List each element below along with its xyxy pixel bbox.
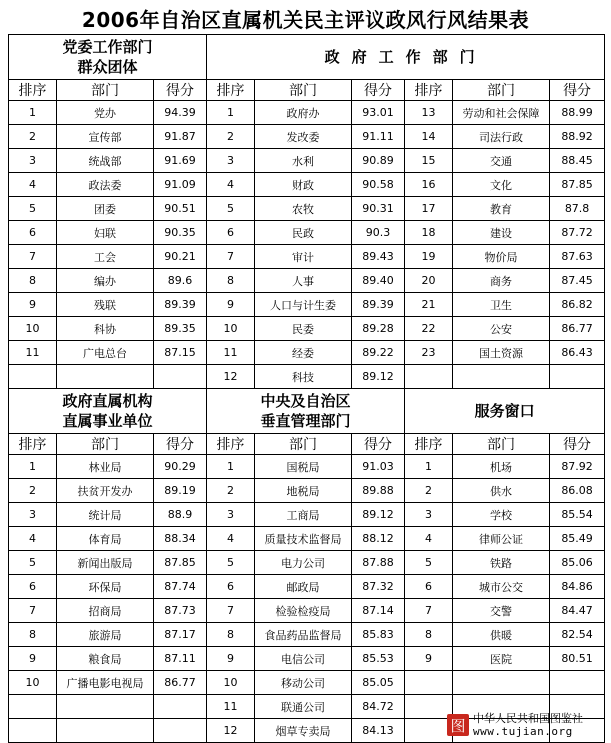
rank-cell: 4 xyxy=(207,173,255,197)
rank-cell: 2 xyxy=(405,479,453,503)
section-title-central: 中央及自治区 垂直管理部门 xyxy=(207,389,405,434)
rank-cell: 17 xyxy=(405,197,453,221)
score-cell: 87.85 xyxy=(550,173,605,197)
rank-cell: 4 xyxy=(207,527,255,551)
header-rank: 排序 xyxy=(207,434,255,455)
dept-cell xyxy=(453,671,550,695)
dept-cell: 电力公司 xyxy=(255,551,352,575)
dept-cell: 粮食局 xyxy=(57,647,154,671)
rank-cell xyxy=(9,719,57,743)
score-cell: 88.92 xyxy=(550,125,605,149)
rank-cell: 6 xyxy=(9,221,57,245)
dept-cell: 宣传部 xyxy=(57,125,154,149)
dept-cell: 机场 xyxy=(453,455,550,479)
score-cell: 90.21 xyxy=(154,245,207,269)
dept-cell: 地税局 xyxy=(255,479,352,503)
rank-cell: 9 xyxy=(207,293,255,317)
score-cell xyxy=(550,365,605,389)
watermark-url: www.tujian.org xyxy=(473,725,573,738)
table-row xyxy=(9,623,605,647)
header-row xyxy=(9,434,605,455)
dept-cell: 邮政局 xyxy=(255,575,352,599)
score-cell: 84.86 xyxy=(550,575,605,599)
rank-cell: 1 xyxy=(9,101,57,125)
dept-cell: 人口与计生委 xyxy=(255,293,352,317)
score-cell: 84.72 xyxy=(352,695,405,719)
section-title-direct: 政府直属机构 直属事业单位 xyxy=(9,389,207,434)
score-cell xyxy=(154,695,207,719)
score-cell: 86.82 xyxy=(550,293,605,317)
rank-cell: 1 xyxy=(207,101,255,125)
dept-cell: 环保局 xyxy=(57,575,154,599)
score-cell: 89.19 xyxy=(154,479,207,503)
dept-cell: 科技 xyxy=(255,365,352,389)
rank-cell: 1 xyxy=(405,455,453,479)
table-row xyxy=(9,101,605,125)
score-cell: 90.3 xyxy=(352,221,405,245)
score-cell: 85.49 xyxy=(550,527,605,551)
rank-cell: 23 xyxy=(405,341,453,365)
score-cell: 89.12 xyxy=(352,503,405,527)
rank-cell: 5 xyxy=(207,197,255,221)
score-cell: 82.54 xyxy=(550,623,605,647)
dept-cell: 林业局 xyxy=(57,455,154,479)
score-cell: 91.69 xyxy=(154,149,207,173)
rank-cell: 6 xyxy=(207,221,255,245)
dept-cell: 律师公证 xyxy=(453,527,550,551)
dept-cell: 烟草专卖局 xyxy=(255,719,352,743)
table-row xyxy=(9,341,605,365)
dept-cell: 公安 xyxy=(453,317,550,341)
rank-cell: 1 xyxy=(9,455,57,479)
table-row xyxy=(9,245,605,269)
rank-cell: 9 xyxy=(207,647,255,671)
score-cell: 85.53 xyxy=(352,647,405,671)
score-cell: 87.63 xyxy=(550,245,605,269)
dept-cell: 商务 xyxy=(453,269,550,293)
header-dept: 部门 xyxy=(255,434,352,455)
table-row xyxy=(9,647,605,671)
rank-cell: 22 xyxy=(405,317,453,341)
dept-cell: 国土资源 xyxy=(453,341,550,365)
header-score: 得分 xyxy=(154,80,207,101)
section-title-party: 党委工作部门 群众团体 xyxy=(9,35,207,80)
dept-cell: 妇联 xyxy=(57,221,154,245)
table-row xyxy=(9,173,605,197)
header-score: 得分 xyxy=(352,80,405,101)
score-cell: 87.92 xyxy=(550,455,605,479)
header-score: 得分 xyxy=(352,434,405,455)
score-cell xyxy=(550,671,605,695)
watermark-name: 中华人民共和国图鉴社 xyxy=(473,712,583,725)
dept-cell: 经委 xyxy=(255,341,352,365)
rank-cell: 9 xyxy=(405,647,453,671)
dept-cell: 联通公司 xyxy=(255,695,352,719)
rank-cell: 3 xyxy=(207,149,255,173)
dept-cell: 城市公交 xyxy=(453,575,550,599)
table-row xyxy=(9,221,605,245)
table-row xyxy=(9,293,605,317)
table-row xyxy=(9,125,605,149)
score-cell: 90.51 xyxy=(154,197,207,221)
score-cell: 91.03 xyxy=(352,455,405,479)
rank-cell: 2 xyxy=(207,125,255,149)
dept-cell: 招商局 xyxy=(57,599,154,623)
dept-cell: 审计 xyxy=(255,245,352,269)
header-score: 得分 xyxy=(154,434,207,455)
score-cell: 89.22 xyxy=(352,341,405,365)
score-cell: 87.74 xyxy=(154,575,207,599)
score-cell: 90.31 xyxy=(352,197,405,221)
watermark-logo-icon: 图 xyxy=(447,714,469,736)
dept-cell: 教育 xyxy=(453,197,550,221)
score-cell: 87.32 xyxy=(352,575,405,599)
rank-cell xyxy=(405,365,453,389)
score-cell: 91.09 xyxy=(154,173,207,197)
rank-cell: 8 xyxy=(9,623,57,647)
dept-cell: 扶贫开发办 xyxy=(57,479,154,503)
rank-cell: 3 xyxy=(9,149,57,173)
dept-cell: 农牧 xyxy=(255,197,352,221)
dept-cell: 电信公司 xyxy=(255,647,352,671)
dept-cell: 交警 xyxy=(453,599,550,623)
rank-cell: 3 xyxy=(207,503,255,527)
dept-cell: 司法行政 xyxy=(453,125,550,149)
dept-cell: 科协 xyxy=(57,317,154,341)
score-cell: 88.34 xyxy=(154,527,207,551)
header-dept: 部门 xyxy=(255,80,352,101)
score-cell: 80.51 xyxy=(550,647,605,671)
dept-cell: 人事 xyxy=(255,269,352,293)
page-title: 2006年自治区直属机关民主评议政风行风结果表 xyxy=(81,8,530,32)
dept-cell: 政府办 xyxy=(255,101,352,125)
section-title-service: 服务窗口 xyxy=(405,389,605,434)
section-title-row xyxy=(9,35,605,80)
score-cell: 85.05 xyxy=(352,671,405,695)
dept-cell: 广播电影电视局 xyxy=(57,671,154,695)
rank-cell: 12 xyxy=(207,719,255,743)
dept-cell: 民委 xyxy=(255,317,352,341)
rank-cell: 6 xyxy=(9,575,57,599)
table-row xyxy=(9,503,605,527)
rank-cell: 7 xyxy=(207,599,255,623)
dept-cell xyxy=(57,719,154,743)
rank-cell: 12 xyxy=(207,365,255,389)
dept-cell: 发改委 xyxy=(255,125,352,149)
rank-cell: 21 xyxy=(405,293,453,317)
header-row xyxy=(9,80,605,101)
rank-cell: 7 xyxy=(405,599,453,623)
dept-cell: 水利 xyxy=(255,149,352,173)
rank-cell: 19 xyxy=(405,245,453,269)
rank-cell: 13 xyxy=(405,101,453,125)
table-row xyxy=(9,479,605,503)
table-row xyxy=(9,575,605,599)
rank-cell: 2 xyxy=(9,125,57,149)
score-cell: 90.89 xyxy=(352,149,405,173)
section-title-government: 政府工作部门 xyxy=(207,35,605,80)
header-rank: 排序 xyxy=(9,80,57,101)
score-cell: 89.35 xyxy=(154,317,207,341)
dept-cell: 编办 xyxy=(57,269,154,293)
dept-cell xyxy=(57,365,154,389)
score-cell: 86.77 xyxy=(154,671,207,695)
rank-cell: 8 xyxy=(207,269,255,293)
rank-cell: 2 xyxy=(207,479,255,503)
score-cell: 87.8 xyxy=(550,197,605,221)
rank-cell: 11 xyxy=(207,341,255,365)
table-row xyxy=(9,551,605,575)
dept-cell: 团委 xyxy=(57,197,154,221)
rank-cell: 11 xyxy=(207,695,255,719)
dept-cell: 质量技术监督局 xyxy=(255,527,352,551)
rank-cell: 16 xyxy=(405,173,453,197)
score-cell: 90.35 xyxy=(154,221,207,245)
score-cell: 89.12 xyxy=(352,365,405,389)
dept-cell: 统战部 xyxy=(57,149,154,173)
results-table xyxy=(8,34,605,743)
dept-cell: 新闻出版局 xyxy=(57,551,154,575)
rank-cell: 6 xyxy=(405,575,453,599)
score-cell: 89.39 xyxy=(154,293,207,317)
score-cell: 86.77 xyxy=(550,317,605,341)
score-cell: 84.13 xyxy=(352,719,405,743)
rank-cell: 5 xyxy=(9,551,57,575)
score-cell: 87.45 xyxy=(550,269,605,293)
header-dept: 部门 xyxy=(57,434,154,455)
score-cell: 85.06 xyxy=(550,551,605,575)
rank-cell: 8 xyxy=(207,623,255,647)
dept-cell: 体育局 xyxy=(57,527,154,551)
rank-cell: 4 xyxy=(405,527,453,551)
rank-cell xyxy=(405,695,453,719)
score-cell: 93.01 xyxy=(352,101,405,125)
table-row xyxy=(9,365,605,389)
dept-cell: 广电总台 xyxy=(57,341,154,365)
rank-cell xyxy=(9,695,57,719)
dept-cell: 物价局 xyxy=(453,245,550,269)
score-cell: 90.29 xyxy=(154,455,207,479)
score-cell: 87.15 xyxy=(154,341,207,365)
header-score: 得分 xyxy=(550,434,605,455)
score-cell: 90.58 xyxy=(352,173,405,197)
score-cell: 88.9 xyxy=(154,503,207,527)
dept-cell xyxy=(453,365,550,389)
rank-cell: 2 xyxy=(9,479,57,503)
score-cell: 89.6 xyxy=(154,269,207,293)
table-row xyxy=(9,269,605,293)
rank-cell xyxy=(9,365,57,389)
score-cell: 88.45 xyxy=(550,149,605,173)
dept-cell: 检验检疫局 xyxy=(255,599,352,623)
score-cell: 89.39 xyxy=(352,293,405,317)
header-rank: 排序 xyxy=(207,80,255,101)
dept-cell: 移动公司 xyxy=(255,671,352,695)
rank-cell: 4 xyxy=(9,173,57,197)
score-cell: 87.14 xyxy=(352,599,405,623)
score-cell: 85.54 xyxy=(550,503,605,527)
rank-cell: 15 xyxy=(405,149,453,173)
score-cell: 85.83 xyxy=(352,623,405,647)
dept-cell: 国税局 xyxy=(255,455,352,479)
dept-cell: 交通 xyxy=(453,149,550,173)
rank-cell: 18 xyxy=(405,221,453,245)
score-cell: 84.47 xyxy=(550,599,605,623)
rank-cell: 4 xyxy=(9,527,57,551)
table-row xyxy=(9,527,605,551)
dept-cell: 政法委 xyxy=(57,173,154,197)
table-row xyxy=(9,197,605,221)
dept-cell: 供暖 xyxy=(453,623,550,647)
dept-cell: 文化 xyxy=(453,173,550,197)
header-dept: 部门 xyxy=(453,434,550,455)
dept-cell: 民政 xyxy=(255,221,352,245)
dept-cell: 党办 xyxy=(57,101,154,125)
section-title-row xyxy=(9,389,605,434)
rank-cell xyxy=(405,671,453,695)
rank-cell: 11 xyxy=(9,341,57,365)
score-cell: 89.88 xyxy=(352,479,405,503)
rank-cell xyxy=(405,719,453,743)
score-cell: 87.85 xyxy=(154,551,207,575)
rank-cell: 1 xyxy=(207,455,255,479)
score-cell: 91.11 xyxy=(352,125,405,149)
rank-cell: 7 xyxy=(207,245,255,269)
dept-cell: 财政 xyxy=(255,173,352,197)
table-row xyxy=(9,317,605,341)
rank-cell: 3 xyxy=(405,503,453,527)
rank-cell: 10 xyxy=(207,671,255,695)
score-cell: 89.40 xyxy=(352,269,405,293)
dept-cell: 残联 xyxy=(57,293,154,317)
score-cell: 87.72 xyxy=(550,221,605,245)
rank-cell: 10 xyxy=(207,317,255,341)
score-cell xyxy=(154,719,207,743)
header-score: 得分 xyxy=(550,80,605,101)
dept-cell: 旅游局 xyxy=(57,623,154,647)
rank-cell: 3 xyxy=(9,503,57,527)
header-rank: 排序 xyxy=(405,80,453,101)
rank-cell: 14 xyxy=(405,125,453,149)
dept-cell: 建设 xyxy=(453,221,550,245)
score-cell: 88.99 xyxy=(550,101,605,125)
score-cell: 87.11 xyxy=(154,647,207,671)
score-cell: 89.28 xyxy=(352,317,405,341)
rank-cell: 8 xyxy=(9,269,57,293)
table-row xyxy=(9,599,605,623)
rank-cell: 8 xyxy=(405,623,453,647)
header-rank: 排序 xyxy=(9,434,57,455)
dept-cell: 医院 xyxy=(453,647,550,671)
rank-cell: 5 xyxy=(207,551,255,575)
rank-cell: 7 xyxy=(9,599,57,623)
score-cell: 87.88 xyxy=(352,551,405,575)
dept-cell: 统计局 xyxy=(57,503,154,527)
score-cell: 87.73 xyxy=(154,599,207,623)
dept-cell: 卫生 xyxy=(453,293,550,317)
dept-cell: 食品药品监督局 xyxy=(255,623,352,647)
dept-cell xyxy=(57,695,154,719)
dept-cell: 铁路 xyxy=(453,551,550,575)
score-cell: 89.43 xyxy=(352,245,405,269)
rank-cell: 7 xyxy=(9,245,57,269)
watermark xyxy=(447,710,607,740)
header-dept: 部门 xyxy=(453,80,550,101)
score-cell: 88.12 xyxy=(352,527,405,551)
score-cell: 91.87 xyxy=(154,125,207,149)
dept-cell: 工会 xyxy=(57,245,154,269)
dept-cell: 学校 xyxy=(453,503,550,527)
dept-cell: 供水 xyxy=(453,479,550,503)
table-row xyxy=(9,671,605,695)
table-row xyxy=(9,455,605,479)
rank-cell: 9 xyxy=(9,647,57,671)
dept-cell: 工商局 xyxy=(255,503,352,527)
table-row xyxy=(9,149,605,173)
score-cell: 87.17 xyxy=(154,623,207,647)
rank-cell: 10 xyxy=(9,317,57,341)
score-cell: 86.08 xyxy=(550,479,605,503)
rank-cell: 10 xyxy=(9,671,57,695)
rank-cell: 9 xyxy=(9,293,57,317)
header-rank: 排序 xyxy=(405,434,453,455)
rank-cell: 5 xyxy=(9,197,57,221)
score-cell xyxy=(154,365,207,389)
rank-cell: 20 xyxy=(405,269,453,293)
header-dept: 部门 xyxy=(57,80,154,101)
dept-cell: 劳动和社会保障 xyxy=(453,101,550,125)
score-cell: 94.39 xyxy=(154,101,207,125)
rank-cell: 5 xyxy=(405,551,453,575)
rank-cell: 6 xyxy=(207,575,255,599)
score-cell: 86.43 xyxy=(550,341,605,365)
